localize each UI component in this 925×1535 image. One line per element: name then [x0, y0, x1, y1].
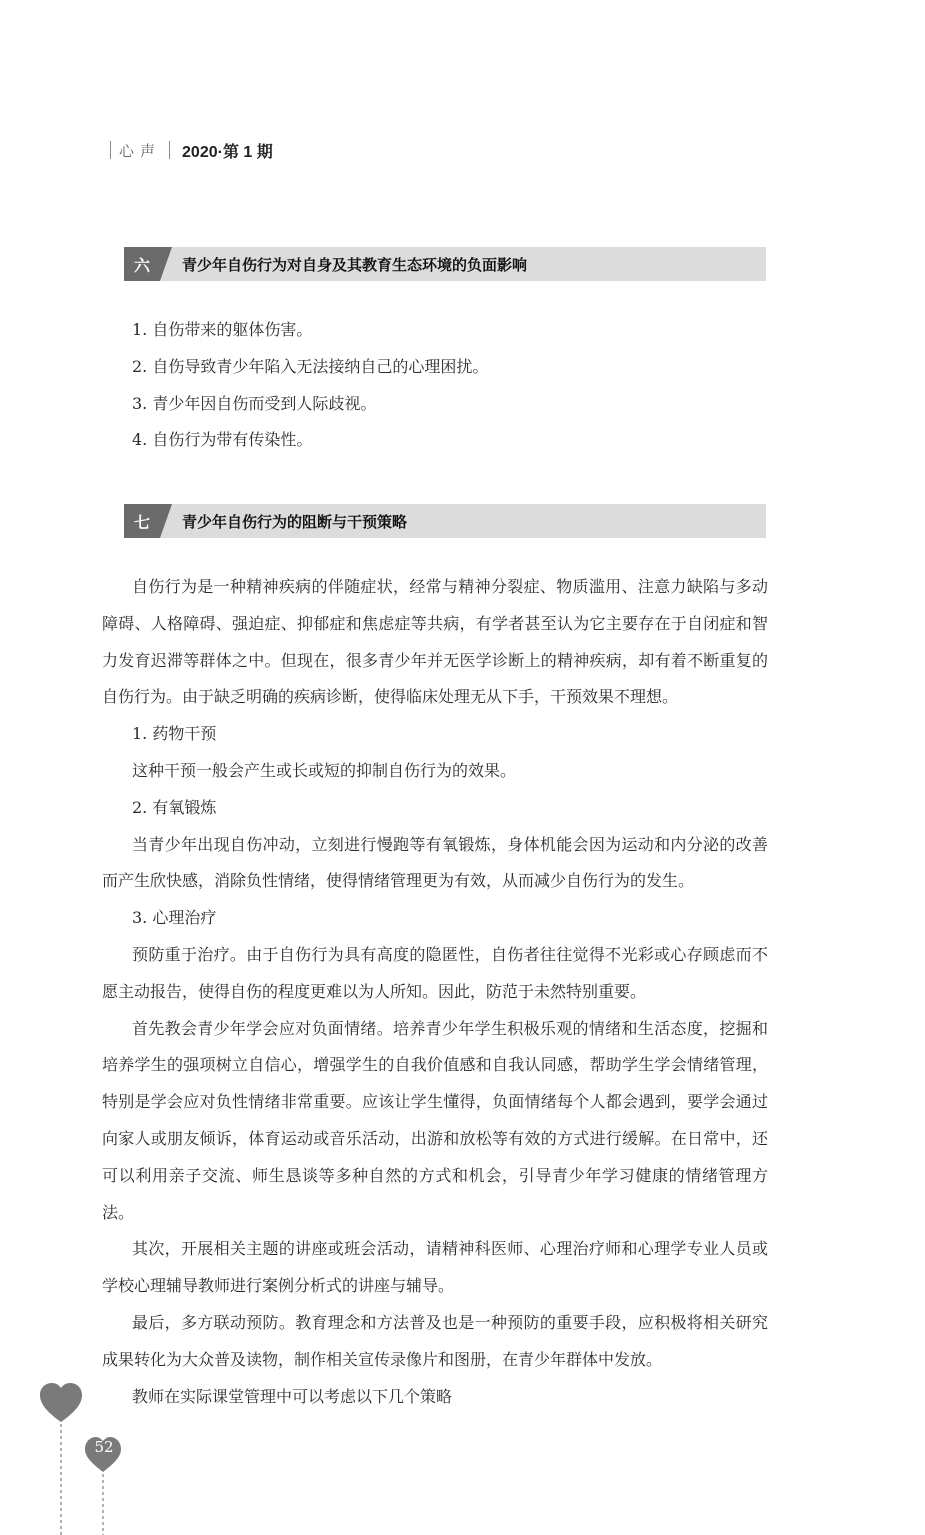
section-6-heading: [124, 247, 766, 281]
paragraph: 这种干预一般会产生或长或短的抑制自伤行为的效果。: [132, 760, 517, 780]
subheading: 1. 药物干预: [132, 724, 217, 744]
section-6-number: 六: [124, 247, 160, 281]
subheading: 2. 有氧锻炼: [132, 797, 217, 817]
paragraph: 其次，开展相关主题的讲座或班会活动，请精神科医师、心理治疗师和心理学专业人员或学校心理辅导教师进行案例分析式的讲座与辅导。: [102, 1239, 768, 1296]
heart-decoration: [30, 1380, 150, 1535]
running-header: [102, 138, 273, 162]
section-6-list: [102, 312, 768, 459]
subheading: 3. 心理治疗: [132, 908, 217, 928]
page-number: 52: [94, 1438, 114, 1456]
list-item: 4. 自伤行为带有传染性。: [132, 430, 313, 450]
paragraph: 最后，多方联动预防。教育理念和方法普及也是一种预防的重要手段，应积极将相关研究成果转化为大众普及读物，制作相关宣传录像片和图册，在青少年群体中发放。: [102, 1312, 768, 1369]
list-item: 2. 自伤导致青少年陷入无法接纳自己的心理困扰。: [132, 356, 489, 376]
section-7-title: 青少年自伤行为的阻断与干预策略: [182, 512, 408, 531]
paragraph: 教师在实际课堂管理中可以考虑以下几个策略: [132, 1386, 453, 1406]
header-divider-left: [110, 141, 111, 159]
list-item: 1. 自伤带来的躯体伤害。: [132, 320, 313, 339]
journal-name: 心声: [119, 141, 162, 160]
issue-label: 2020·第 1 期: [182, 143, 273, 161]
heart-large-icon: [40, 1383, 82, 1422]
header-divider-right: [169, 141, 170, 159]
list-item: 3. 青少年因自伤而受到人际歧视。: [132, 393, 377, 413]
section-7-heading: [124, 504, 766, 538]
paragraph: 当青少年出现自伤冲动，立刻进行慢跑等有氧锻炼，身体机能会因为运动和内分泌的改善而产生欣快感，消除负性情绪，使得情绪管理更为有效，从而减少自伤行为的发生。: [102, 834, 768, 891]
section-7-body: [102, 569, 768, 1415]
paragraph: 自伤行为是一种精神疾病的伴随症状，经常与精神分裂症、物质滥用、注意力缺陷与多动障碍、人格障碍、强迫症、抑郁症和焦虑症等共病，有学者甚至认为它主要存在于自闭症和智力发育迟滞等群体之中。但现在，很多青少年并无医学诊断上的精神疾病，却有着不断重复的自伤行为。由于缺乏明确的疾病诊断，使得临床处理无从下手，干预效果不理想。: [102, 577, 768, 707]
paragraph: 预防重于治疗。由于自伤行为具有高度的隐匿性，自伤者往往觉得不光彩或心存顾虑而不愿主动报告，使得自伤的程度更难以为人所知。因此，防范于未然特别重要。: [102, 944, 768, 1001]
paragraph: 首先教会青少年学会应对负面情绪。培养青少年学生积极乐观的情绪和生活态度，挖掘和培养学生的强项树立自信心，增强学生的自我价值感和自我认同感，帮助学生学会情绪管理，特别是学会应对负性情绪非常重要。应该让学生懂得，负面情绪每个人都会遇到，要学会通过向家人或朋友倾诉，体育运动或音乐活动，出游和放松等有效的方式进行缓解。在日常中，还可以利用亲子交流、师生恳谈等多种自然的方式和机会，引导青少年学习健康的情绪管理方法。: [102, 1018, 768, 1222]
section-6-title: 青少年自伤行为对自身及其教育生态环境的负面影响: [182, 255, 528, 274]
section-7-number: 七: [124, 504, 160, 538]
